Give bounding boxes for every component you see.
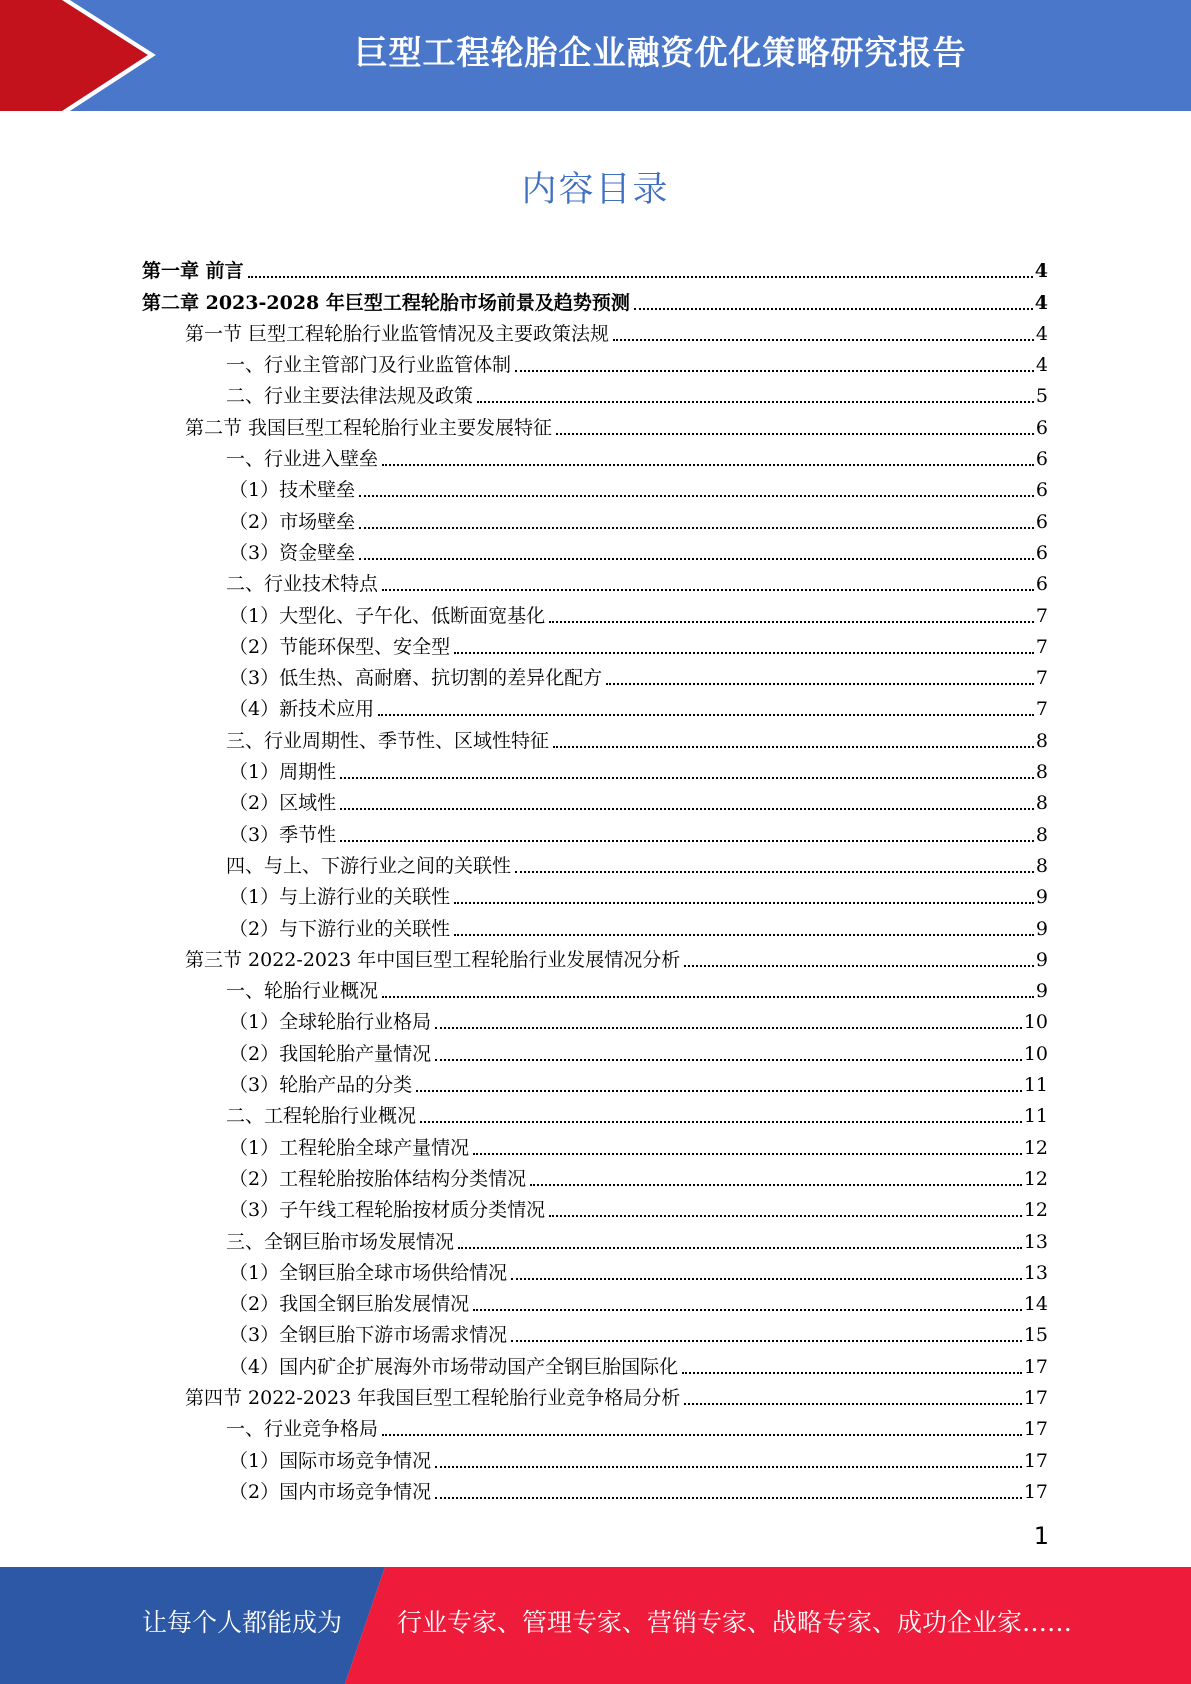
toc-entry[interactable] [142,1442,1048,1473]
toc-leader-dots [359,558,1034,560]
toc-entry-page: 8 [1035,761,1048,784]
toc-entry[interactable] [142,629,1048,660]
toc-entry-page: 6 [1035,573,1048,596]
toc-leader-dots [382,1434,1022,1436]
toc-entry[interactable] [142,910,1048,941]
toc-entry[interactable] [142,1129,1048,1160]
toc-entry[interactable] [142,1286,1048,1317]
toc-entry-page: 6 [1035,541,1048,564]
toc-entry[interactable] [142,566,1048,597]
toc-entry[interactable] [142,378,1048,409]
toc-entry-page: 4 [1035,354,1048,377]
toc-entry-page: 6 [1035,416,1048,439]
toc-entry-page: 4 [1034,260,1048,283]
toc-entry-page: 10 [1023,1011,1048,1034]
toc-entry[interactable] [142,691,1048,722]
toc-entry-text: （3）资金壁垒 [229,541,356,564]
toc-entry-page: 17 [1023,1386,1048,1409]
toc-entry-text: （2）我国全钢巨胎发展情况 [229,1293,470,1316]
toc-leader-dots [511,1278,1022,1280]
toc-entry-page: 13 [1023,1261,1048,1284]
toc-entry-page: 6 [1035,479,1048,502]
toc-entry-page: 7 [1035,667,1048,690]
toc-entry-text: （1）工程轮胎全球产量情况 [229,1136,470,1159]
toc-leader-dots [454,934,1034,936]
toc-entry[interactable] [142,754,1048,785]
toc-entry-page: 11 [1023,1105,1048,1128]
footer-slogan-right: 行业专家、管理专家、营销专家、战略专家、成功企业家…… [397,1608,1073,1637]
toc-entry-text: 二、行业主要法律法规及政策 [226,385,474,408]
page-footer [0,1567,1191,1684]
toc-leader-dots [435,1466,1022,1468]
toc-entry-page: 9 [1035,948,1048,971]
toc-entry-text: （2）市场壁垒 [229,510,356,533]
toc-entry[interactable] [142,1380,1048,1411]
toc-entry-text: 第四节 2022-2023 年我国巨型工程轮胎行业竞争格局分析 [185,1386,681,1409]
toc-entry-page: 8 [1035,823,1048,846]
toc-entry-page: 7 [1035,635,1048,658]
toc-entry-page: 9 [1035,917,1048,940]
toc-entry-text: （2）区域性 [229,792,337,815]
toc-entry-text: （2）我国轮胎产量情况 [229,1042,432,1065]
toc-entry-page: 10 [1023,1042,1048,1065]
toc-entry-page: 8 [1035,729,1048,752]
toc-entry-page: 5 [1035,385,1048,408]
toc-leader-dots [684,1403,1022,1405]
toc-entry-text: （3）轮胎产品的分类 [229,1074,413,1097]
toc-entry-page: 4 [1035,322,1048,345]
toc-leader-dots [613,339,1034,341]
toc-entry[interactable] [142,816,1048,847]
toc-entry-text: 二、工程轮胎行业概况 [226,1105,417,1128]
toc-entry[interactable] [142,1223,1048,1254]
toc-entry-text: （1）全钢巨胎全球市场供给情况 [229,1261,508,1284]
toc-entry-text: （3）全钢巨胎下游市场需求情况 [229,1324,508,1347]
toc-entry-page: 12 [1023,1167,1048,1190]
toc-entry[interactable] [142,1317,1048,1348]
toc-entry-page: 17 [1023,1355,1048,1378]
toc-entry-text: （4）国内矿企扩展海外市场带动国产全钢巨胎国际化 [229,1355,679,1378]
toc-entry-text: （2）与下游行业的关联性 [229,917,451,940]
toc-entry-text: 三、行业周期性、季节性、区域性特征 [226,729,550,752]
toc-entry[interactable] [142,535,1048,566]
toc-entry[interactable] [142,472,1048,503]
toc-leader-dots [382,589,1034,591]
report-title: 巨型工程轮胎企业融资优化策略研究报告 [354,33,967,72]
toc-entry-text: （2）国内市场竞争情况 [229,1480,432,1503]
toc-entry-page: 14 [1023,1293,1048,1316]
toc-entry-text: （1）全球轮胎行业格局 [229,1011,432,1034]
toc-entry-text: （1）大型化、子午化、低断面宽基化 [229,604,546,627]
toc-leader-dots [382,464,1034,466]
toc-entry-page: 4 [1034,291,1048,314]
toc-leader-dots [515,871,1034,873]
toc-leader-dots [454,902,1034,904]
toc-entry-page: 11 [1023,1074,1048,1097]
toc-leader-dots [382,996,1034,998]
toc-entry-page: 12 [1023,1199,1048,1222]
toc-entry[interactable] [142,973,1048,1004]
toc-entry-text: （3）子午线工程轮胎按材质分类情况 [229,1199,546,1222]
toc-leader-dots [684,965,1034,967]
toc-leader-dots [473,1153,1022,1155]
toc-entry-page: 7 [1035,698,1048,721]
toc-leader-dots [359,527,1034,529]
toc-entry[interactable] [142,1255,1048,1286]
toc-entry[interactable] [142,1035,1048,1066]
toc-entry-text: 四、与上、下游行业之间的关联性 [226,854,512,877]
toc-entry[interactable] [142,347,1048,378]
toc-entry-text: 第二章 2023-2028 年巨型工程轮胎市场前景及趋势预测 [142,291,630,314]
toc-entry-text: 三、全钢巨胎市场发展情况 [226,1230,455,1253]
footer-slogan-left: 让每个人都能成为 [142,1608,343,1637]
toc-leader-dots [416,1090,1022,1092]
toc-entry-text: （2）节能环保型、安全型 [229,635,451,658]
toc-leader-dots [549,1215,1022,1217]
toc-leader-dots [435,1497,1022,1499]
toc-entry-text: 二、行业技术特点 [226,573,379,596]
toc-leader-dots [634,308,1033,310]
toc-entry-text: 第三节 2022-2023 年中国巨型工程轮胎行业发展情况分析 [185,948,681,971]
toc-leader-dots [606,683,1034,685]
toc-entry-page: 6 [1035,510,1048,533]
toc-entry[interactable] [142,1004,1048,1035]
toc-entry[interactable] [142,597,1048,628]
toc-entry-text: （3）低生热、高耐磨、抗切割的差异化配方 [229,667,603,690]
toc-leader-dots [549,621,1034,623]
toc-leader-dots [340,840,1034,842]
toc-entry[interactable] [142,316,1048,347]
toc-leader-dots [435,1027,1022,1029]
toc-entry[interactable] [142,942,1048,973]
toc-entry-page: 8 [1035,792,1048,815]
toc-entry[interactable] [142,253,1048,284]
toc-entry[interactable] [142,1098,1048,1129]
toc-leader-dots [511,1340,1022,1342]
toc-entry-page: 12 [1023,1136,1048,1159]
toc-entry-text: （1）周期性 [229,761,337,784]
toc-entry[interactable] [142,1161,1048,1192]
toc-entry-text: 第二节 我国巨型工程轮胎行业主要发展特征 [185,416,553,439]
toc-entry-text: （4）新技术应用 [229,698,375,721]
toc-entry[interactable] [142,785,1048,816]
toc-entry[interactable] [142,1192,1048,1223]
toc-entry-page: 17 [1023,1418,1048,1441]
toc-entry[interactable] [142,660,1048,691]
toc-leader-dots [378,714,1034,716]
toc-leader-dots [530,1184,1022,1186]
table-of-contents [142,253,1048,1505]
toc-entry-page: 15 [1023,1324,1048,1347]
toc-entry-text: （3）季节性 [229,823,337,846]
toc-entry-text: （1）国际市场竞争情况 [229,1449,432,1472]
toc-leader-dots [556,433,1034,435]
toc-entry[interactable] [142,1474,1048,1505]
toc-heading: 内容目录 [521,170,670,210]
toc-leader-dots [248,276,1033,278]
toc-entry[interactable] [142,503,1048,534]
toc-entry-text: 一、行业进入壁垒 [226,448,379,471]
toc-leader-dots [454,652,1034,654]
toc-entry-page: 17 [1023,1480,1048,1503]
toc-entry[interactable] [142,1348,1048,1379]
toc-entry-page: 9 [1035,886,1048,909]
toc-entry-page: 8 [1035,854,1048,877]
toc-entry[interactable] [142,441,1048,472]
toc-entry-page: 9 [1035,980,1048,1003]
toc-entry-text: （1）技术壁垒 [229,479,356,502]
toc-leader-dots [682,1372,1022,1374]
toc-leader-dots [435,1059,1022,1061]
toc-entry-text: 第一章 前言 [142,260,244,283]
toc-entry-text: 一、轮胎行业概况 [226,980,379,1003]
toc-entry-text: 一、行业主管部门及行业监管体制 [226,354,512,377]
toc-leader-dots [458,1247,1022,1249]
toc-entry-page: 7 [1035,604,1048,627]
toc-entry-text: 第一节 巨型工程轮胎行业监管情况及主要政策法规 [185,322,610,345]
toc-entry-text: （2）工程轮胎按胎体结构分类情况 [229,1167,527,1190]
toc-entry[interactable] [142,848,1048,879]
toc-leader-dots [340,777,1034,779]
toc-entry[interactable] [142,722,1048,753]
toc-entry-text: （1）与上游行业的关联性 [229,886,451,909]
toc-entry[interactable] [142,409,1048,440]
toc-entry-page: 6 [1035,448,1048,471]
toc-entry[interactable] [142,1411,1048,1442]
toc-entry[interactable] [142,1067,1048,1098]
toc-leader-dots [515,370,1034,372]
toc-entry-page: 13 [1023,1230,1048,1253]
toc-leader-dots [553,746,1034,748]
toc-leader-dots [340,808,1034,810]
toc-entry-text: 一、行业竞争格局 [226,1418,379,1441]
page-header [0,0,1191,111]
toc-entry[interactable] [142,284,1048,315]
toc-entry[interactable] [142,879,1048,910]
toc-leader-dots [473,1309,1022,1311]
toc-leader-dots [420,1121,1022,1123]
toc-leader-dots [359,495,1034,497]
toc-leader-dots [477,401,1034,403]
page-number: 1 [1033,1522,1049,1550]
toc-entry-page: 17 [1023,1449,1048,1472]
